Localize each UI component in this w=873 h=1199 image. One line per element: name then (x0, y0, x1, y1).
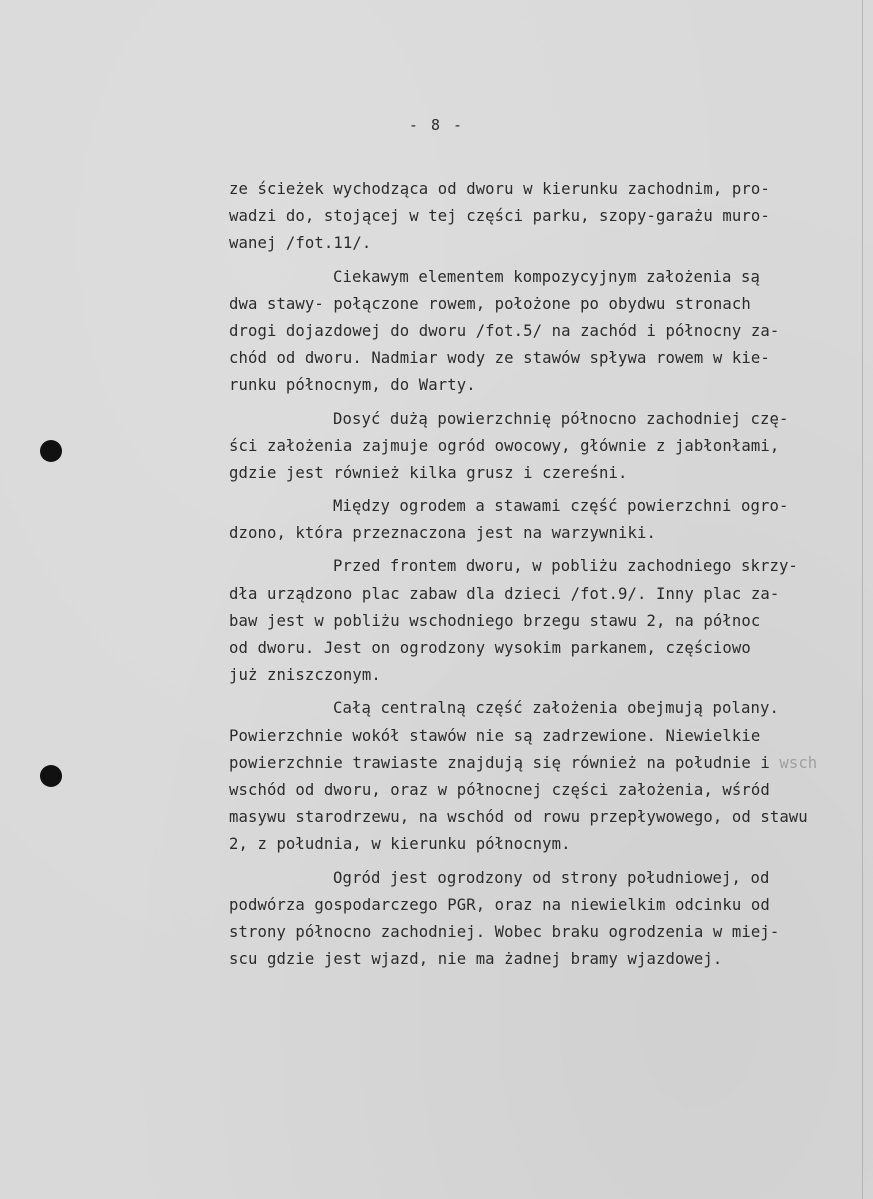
text-line: Całą centralną część założenia obejmują polany. (333, 699, 779, 718)
text-line: dwa stawy- połączone rowem, położone po obydwu stronach (229, 294, 751, 313)
text-line: chód od dworu. Nadmiar wody ze stawów spływa rowem w kie- (229, 349, 770, 368)
text-line: dła urządzono plac zabaw dla dzieci /fot.9/. Inny plac za- (229, 584, 780, 603)
text-line: Ciekawym elementem kompozycyjnym założenia są (333, 267, 760, 286)
text-line: podwórza gospodarczego PGR, oraz na niewielkim odcinku od (229, 895, 770, 914)
text-line: Dosyć dużą powierzchnię północno zachodniej czę- (333, 409, 789, 428)
text-line: ze ścieżek wychodząca od dworu w kierunku zachodnim, pro- (229, 180, 770, 198)
text-line: wanej /fot.11/. (229, 234, 372, 253)
text-line: 2, z południa, w kierunku północnym. (229, 835, 571, 854)
punch-hole-bottom (40, 765, 62, 787)
text-line: scu gdzie jest wjazd, nie ma żadnej bramy wjazdowej. (229, 950, 723, 969)
page-edge-line (862, 0, 863, 1199)
text-fragment: powierzchnie trawiaste znajdują się również na południe i (229, 753, 770, 772)
text-line: runku północnym, do Warty. (229, 376, 476, 395)
text-line: Ogród jest ogrodzony od strony południowej, od (333, 868, 770, 887)
text-line: Przed frontem dworu, w pobliżu zachodniego skrzy- (333, 557, 798, 576)
text-line: Między ogrodem a stawami część powierzchni ogro- (333, 497, 789, 516)
struck-fragment: wsch (779, 753, 818, 772)
text-line: masywu starodrzewu, na wschód od rowu przepływowego, od stawu (229, 808, 808, 827)
punch-hole-top (40, 440, 62, 462)
text-line: gdzie jest również kilka grusz i czereśni. (229, 463, 628, 482)
text-line: dzono, która przeznaczona jest na warzywniki. (229, 524, 656, 543)
text-line: od dworu. Jest on ogrodzony wysokim parkanem, częściowo (229, 639, 751, 657)
text-line: baw jest w pobliżu wschodniego brzegu stawu 2, na północ (229, 611, 761, 630)
page-number: - 8 - (408, 116, 465, 134)
text-line: ści założenia zajmuje ogród owocowy, głównie z jabłonłami, (229, 436, 780, 455)
text-line-with-strikeout (229, 750, 854, 777)
text-line: wadzi do, stojącej w tej części parku, szopy-garażu muro- (229, 207, 770, 226)
text-line: drogi dojazdowej do dworu /fot.5/ na zachód i północny za- (229, 321, 780, 340)
text-line: wschód od dworu, oraz w północnej części założenia, wśród (229, 780, 770, 799)
text-line: już zniszczonym. (229, 666, 381, 685)
text-line: strony północno zachodniej. Wobec braku ogrodzenia w miej- (229, 922, 780, 941)
body-text (229, 176, 854, 973)
text-line: Powierzchnie wokół stawów nie są zadrzewione. Niewielkie (229, 726, 761, 745)
